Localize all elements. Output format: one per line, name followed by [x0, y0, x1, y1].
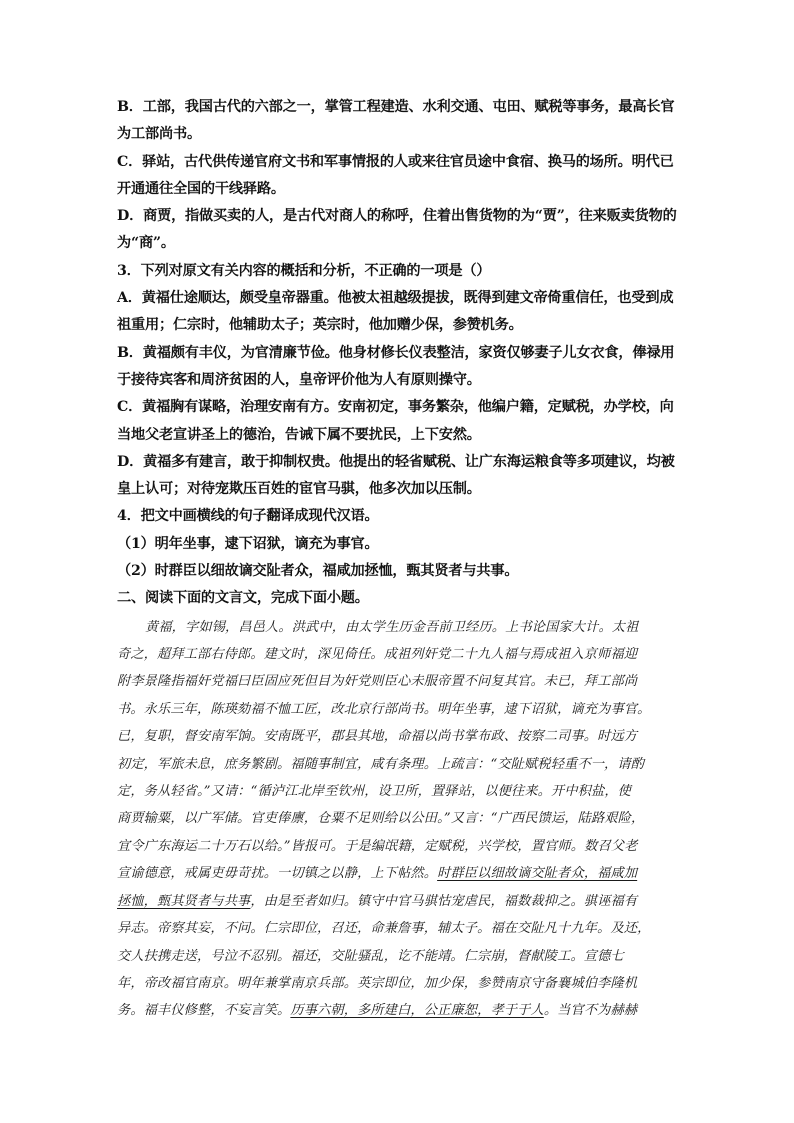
underlined-sentence-1: 时群臣以细故谪交阯者众，福咸加: [437, 866, 638, 882]
passage-line-3: 附李景隆指福奸党福曰臣固应死但目为奸党则臣心未服帝置不问复其官。未已，拜工部尚: [117, 674, 638, 690]
q3-option-b-line-2: 于接待宾客和周济贫困的人，皇帝评价他为人有原则操守。: [117, 371, 481, 388]
q3-option-d-line-1: D．黄福多有建言，敢于抑制权贵。他提出的轻省赋税、让广东海运粮食等多项建议，均被: [117, 453, 675, 470]
passage-line-5: 已，复职，督安南军饷。安南既平，郡县其地，命福以尚书掌布政、按察二司事。时远方: [117, 729, 638, 745]
passage-line-15: [117, 997, 679, 1024]
passage-line-11: [117, 888, 679, 915]
question-4-title: 4．把文中画横线的句子翻译成现代汉语。: [117, 508, 379, 525]
option-d-line-1: D．商贾，指做买卖的人，是古代对商人的称呼，住着出售货物的为“贾”，往来贩卖货物的: [117, 208, 677, 225]
option-b-line-1: B．工部，我国古代的六部之一，掌管工程建造、水利交通、屯田、赋税等事务，最高长官: [117, 99, 675, 115]
document-content: [117, 94, 679, 1025]
passage-line-6: 初定，军旅未息，庶务繁剧。福随事制宜，咸有条理。上疏言：“交阯赋税轻重不一，请酌: [117, 756, 645, 772]
q3-option-c-line-2: 当地父老宣讲圣上的德治，告诫下属不要扰民，上下安然。: [117, 426, 481, 443]
q3-option-a-line-2: 祖重用；仁宗时，他辅助太子；英宗时，他加赠少保，参赞机务。: [117, 317, 523, 334]
passage-line-13: 交人扶携走送，号泣不忍别。福还，交阯骚乱，讫不能靖。仁宗崩，督献陵工。宣德七: [117, 948, 624, 964]
passage-line-10: [117, 860, 679, 887]
passage-line-8: 商贾输粟，以广军储。官吏俸廪，仓粟不足则给以公田。”又言：“广西民馈运，陆路艰险，: [117, 811, 645, 827]
passage-text: ，由是至者如归。镇守中官马骐怙宠虐民，福数裁抑之。骐诬福有: [250, 893, 638, 909]
classical-passage: [117, 614, 679, 1025]
underlined-sentence-2: 历事六朝，多所建白，公正廉恕，孝于于人: [290, 1003, 544, 1019]
question-4-item-2: （2）时群臣以细故谪交阯者众，福咸加拯恤，甄其贤者与共事。: [117, 563, 519, 580]
option-b-line-2: 为工部尚书。: [117, 126, 201, 143]
passage-line-9: 宜令广东海运二十万石以给。”皆报可。于是编氓籍，定赋税，兴学校，置官师。数召父老: [117, 838, 638, 854]
passage-text: 务。福丰仪修整，不妄言笑。: [117, 1003, 291, 1019]
section-2-title: 二、阅读下面的文言文，完成下面小题。: [117, 590, 369, 607]
q3-option-a-line-1: A．黄福仕途顺达，颇受皇帝器重。他被太祖越级提拔，既得到建文帝倚重信任，也受到成: [117, 290, 674, 307]
option-c-line-2: 开通通往全国的干线驿路。: [117, 180, 285, 197]
passage-text: 宣谕德意，戒属吏毋苛扰。一切镇之以静，上下帖然。: [117, 866, 438, 882]
passage-line-4: 书。永乐三年，陈瑛劾福不恤工匠，改北京行部尚书。明年坐事，逮下诏狱，谪充为事官。: [117, 701, 651, 717]
question-3-options: [117, 285, 679, 503]
q3-option-d-line-2: 皇上认可；对待宠欺压百姓的宦官马骐，他多次加以压制。: [117, 481, 481, 498]
question-2-options: [117, 94, 679, 258]
q3-option-c-line-1: C．黄福胸有谋略，治理安南有方。安南初定，事务繁杂，他编户籍，定赋税，办学校，向: [117, 399, 674, 416]
question-4-item-1: （1）明年坐事，逮下诏狱，谪充为事官。: [117, 535, 379, 552]
q3-option-b-line-1: B．黄福颇有丰仪，为官清廉节俭。他身材修长仪表整洁，家资仅够妻子儿女衣食，俸禄用: [117, 344, 675, 361]
option-c-line-1: C．驿站，古代供传递官府文书和军事情报的人或来往官员途中食宿、换马的场所。明代已: [117, 153, 674, 170]
passage-text: 。当官不为赫赫: [543, 1003, 638, 1019]
underlined-sentence-1-cont: 拯恤，甄其贤者与共事: [117, 893, 251, 909]
passage-line-14: 年，帝改福官南京。明年兼掌南京兵部。英宗即位，加少保，参赞南京守备襄城伯李隆机: [117, 975, 638, 991]
option-d-line-2: 为“商”。: [117, 235, 175, 252]
passage-line-1: 黄福，字如锡，昌邑人。洪武中，由太学生历金吾前卫经历。上书论国家大计。太祖: [145, 619, 639, 635]
passage-line-2: 奇之，超拜工部右侍郎。建文时，深见倚任。成祖列奸党二十九人福与焉成祖入京师福迎: [117, 647, 638, 663]
passage-line-7: 定，务从轻省。”又请：“循泸江北岸至钦州，设卫所，置驿站，以便往来。开中积盐，使: [117, 784, 632, 800]
question-3-title: 3．下列对原文有关内容的概括和分析，不正确的一项是（）: [117, 262, 491, 279]
passage-line-12: 异志。帝察其妄，不问。仁宗即位，召还，命兼詹事，辅太子。福在交阯凡十九年。及还，: [117, 921, 651, 937]
